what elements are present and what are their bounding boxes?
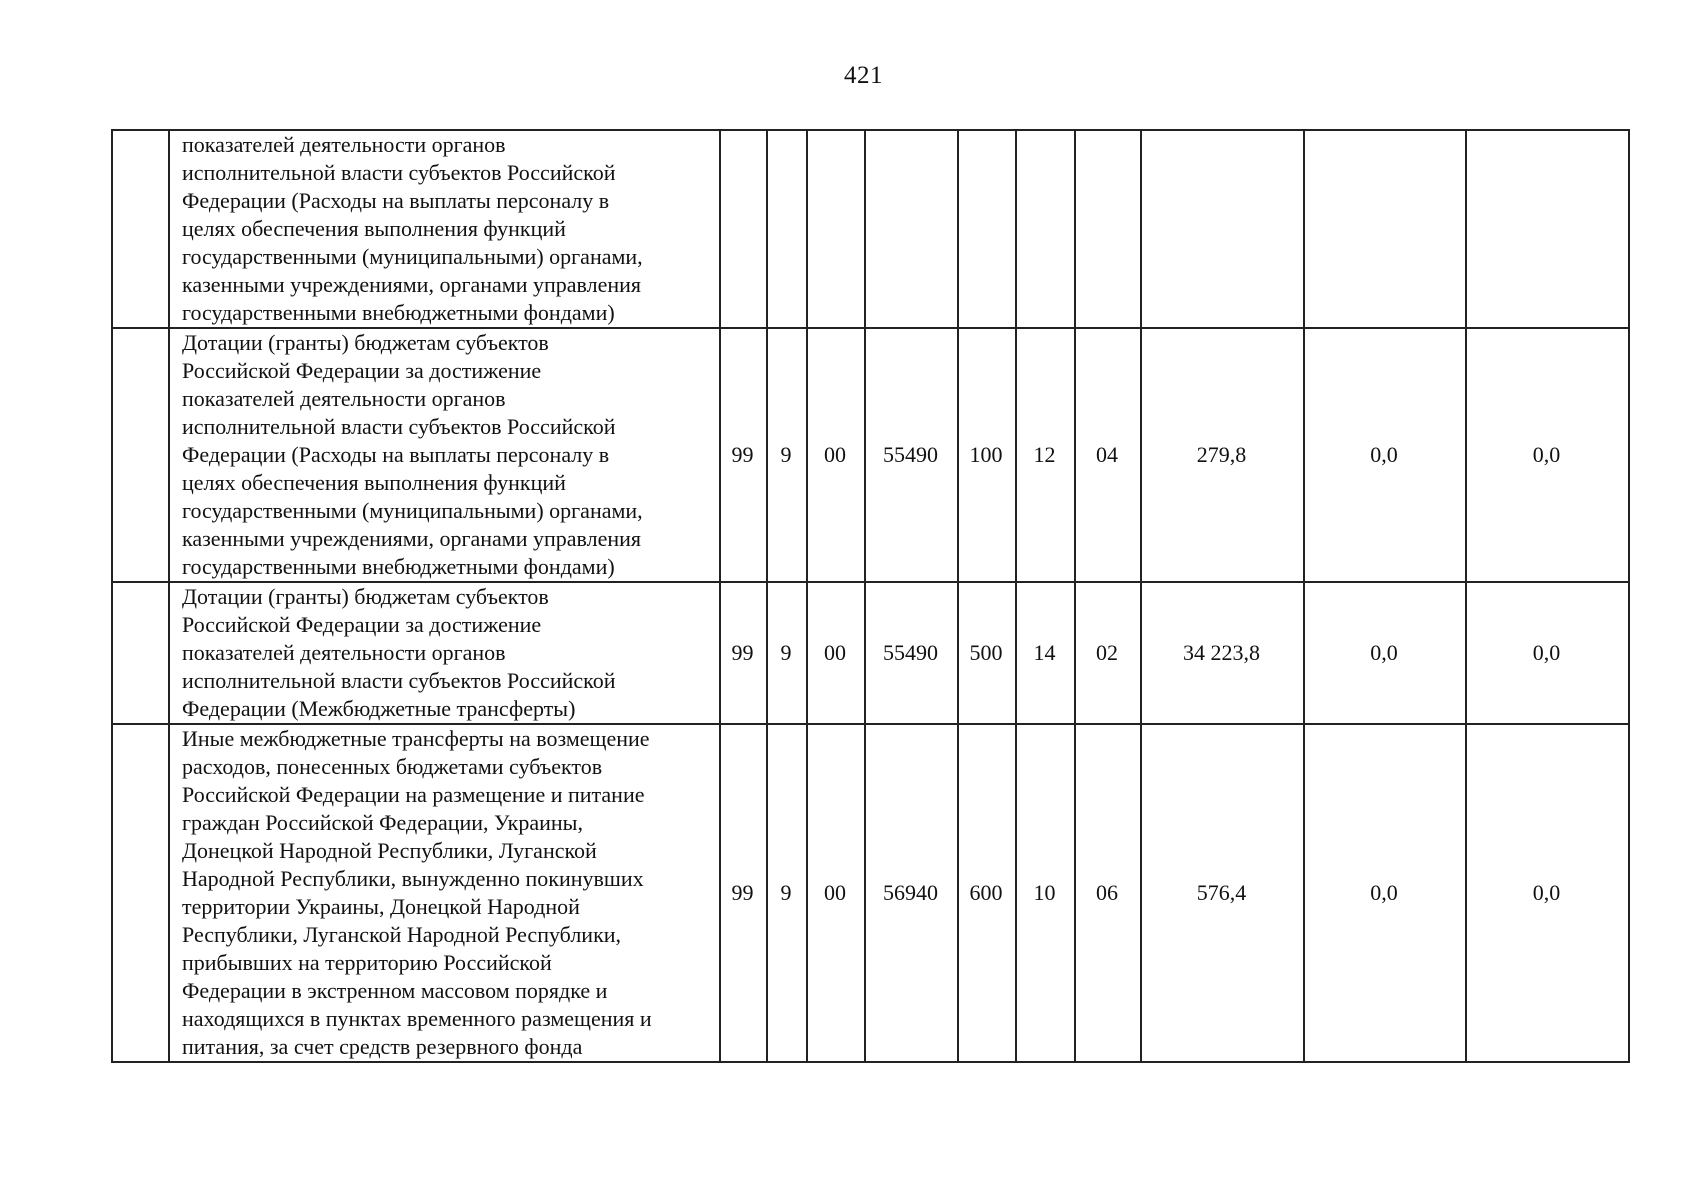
section-cell (1016, 130, 1075, 328)
amount-year1-cell (1141, 130, 1304, 328)
subprogram-code-cell (767, 130, 807, 328)
direction-code-cell: 55490 (865, 328, 958, 582)
description-text: показателей деятельности органов исполнительной власти субъектов Российской Федерации (Расходы на выплаты персоналу в целях обеспечения выполнения функций государственными (муниципальными) органами, казенными учреждениями, органами управления государственными внебюджетными фондами) (182, 132, 643, 325)
table-row (112, 328, 1629, 582)
table-row (112, 130, 1629, 328)
subprogram-code-cell: 9 (767, 724, 807, 1062)
page-number: 421 (844, 62, 883, 89)
subsection-cell: 02 (1075, 582, 1141, 724)
subsection-cell: 04 (1075, 328, 1141, 582)
section-cell: 12 (1016, 328, 1075, 582)
amount-year1-cell: 576,4 (1141, 724, 1304, 1062)
program-code-cell: 99 (720, 582, 767, 724)
amount-year2-cell: 0,0 (1304, 328, 1466, 582)
expense-type-cell: 600 (958, 724, 1016, 1062)
table-row (112, 582, 1629, 724)
budget-table (111, 129, 1630, 1063)
expense-type-cell: 500 (958, 582, 1016, 724)
description-text: Иные межбюджетные трансферты на возмещение расходов, понесенных бюджетами субъектов Российской Федерации на размещение и питание граждан Российской Федерации, Украины, Донецкой Народной Республики, Луганской Народной Республики, вынужденно покинувших территории Украины, Донецкой Народной Республики, Луганской Народной Республики, прибывших на территорию Российской Федерации в экстренном массовом порядке и находящихся в пунктах временного размещения и питания, за счет средств резервного фонда (182, 726, 652, 1059)
section-cell: 10 (1016, 724, 1075, 1062)
subsection-cell (1075, 130, 1141, 328)
description-cell (169, 582, 720, 724)
main-event-code-cell: 00 (807, 328, 865, 582)
row-index-cell (112, 328, 169, 582)
direction-code-cell: 56940 (865, 724, 958, 1062)
direction-code-cell: 55490 (865, 582, 958, 724)
description-text: Дотации (гранты) бюджетам субъектов Российской Федерации за достижение показателей деятельности органов исполнительной власти субъектов Российской Федерации (Межбюджетные трансферты) (182, 584, 616, 721)
expense-type-cell: 100 (958, 328, 1016, 582)
row-index-cell (112, 582, 169, 724)
amount-year3-cell: 0,0 (1466, 582, 1629, 724)
subsection-cell: 06 (1075, 724, 1141, 1062)
amount-year3-cell (1466, 130, 1629, 328)
amount-year3-cell: 0,0 (1466, 328, 1629, 582)
amount-year2-cell (1304, 130, 1466, 328)
main-event-code-cell: 00 (807, 582, 865, 724)
amount-year1-cell: 34 223,8 (1141, 582, 1304, 724)
subprogram-code-cell: 9 (767, 582, 807, 724)
description-cell (169, 130, 720, 328)
description-text: Дотации (гранты) бюджетам субъектов Российской Федерации за достижение показателей деятельности органов исполнительной власти субъектов Российской Федерации (Расходы на выплаты персоналу в целях обеспечения выполнения функций государственными (муниципальными) органами, казенными учреждениями, органами управления государственными внебюджетными фондами) (182, 330, 643, 579)
subprogram-code-cell: 9 (767, 328, 807, 582)
amount-year2-cell: 0,0 (1304, 582, 1466, 724)
section-cell: 14 (1016, 582, 1075, 724)
amount-year3-cell: 0,0 (1466, 724, 1629, 1062)
program-code-cell: 99 (720, 328, 767, 582)
main-event-code-cell: 00 (807, 724, 865, 1062)
main-event-code-cell (807, 130, 865, 328)
program-code-cell: 99 (720, 724, 767, 1062)
expense-type-cell (958, 130, 1016, 328)
row-index-cell (112, 130, 169, 328)
description-cell (169, 328, 720, 582)
amount-year1-cell: 279,8 (1141, 328, 1304, 582)
direction-code-cell (865, 130, 958, 328)
amount-year2-cell: 0,0 (1304, 724, 1466, 1062)
description-cell (169, 724, 720, 1062)
table-row (112, 724, 1629, 1062)
program-code-cell (720, 130, 767, 328)
row-index-cell (112, 724, 169, 1062)
